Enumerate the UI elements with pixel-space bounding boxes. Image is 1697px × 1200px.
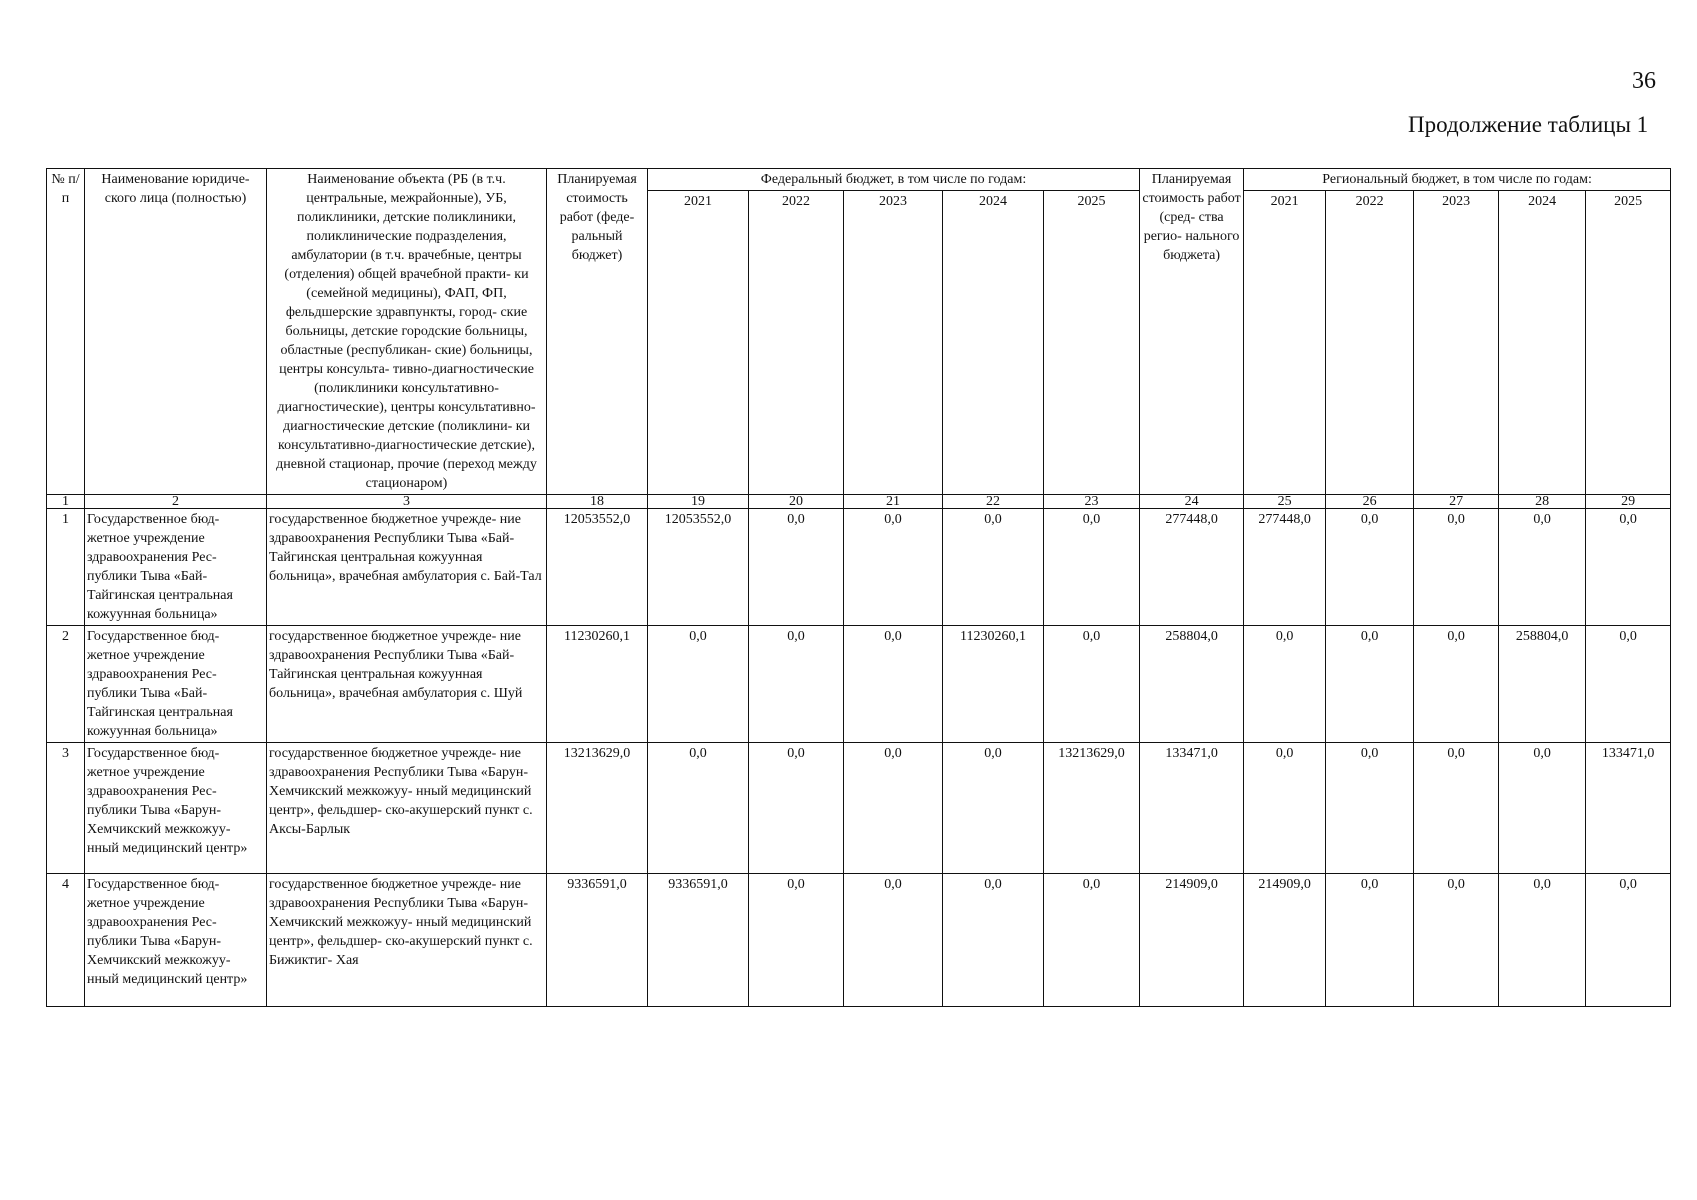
budget-table xyxy=(46,168,1671,1007)
regional-cost: 214909,0 xyxy=(1140,874,1244,1007)
header-regional-year: 2021 xyxy=(1244,191,1326,495)
regional-year-value: 0,0 xyxy=(1326,626,1414,743)
table-row xyxy=(47,509,1671,626)
regional-year-value: 214909,0 xyxy=(1244,874,1326,1007)
federal-year-value: 9336591,0 xyxy=(648,874,749,1007)
table-row xyxy=(47,743,1671,874)
legal-entity-name: Государственное бюд- жетное учреждение здравоохранения Рес- публики Тыва «Барун- Хемчикский межкожуу- нный медицинский центр» xyxy=(85,874,267,1007)
regional-cost: 277448,0 xyxy=(1140,509,1244,626)
header-regional-group: Региональный бюджет, в том числе по годам: xyxy=(1244,169,1671,191)
regional-year-value: 0,0 xyxy=(1586,626,1671,743)
column-number: 1 xyxy=(47,495,85,509)
regional-year-value: 0,0 xyxy=(1499,874,1586,1007)
header-federal-year: 2024 xyxy=(943,191,1044,495)
federal-year-value: 0,0 xyxy=(648,743,749,874)
federal-year-value: 0,0 xyxy=(648,626,749,743)
regional-year-value: 0,0 xyxy=(1414,743,1499,874)
regional-cost: 133471,0 xyxy=(1140,743,1244,874)
regional-year-value: 0,0 xyxy=(1244,626,1326,743)
regional-year-value: 0,0 xyxy=(1414,874,1499,1007)
header-federal-group: Федеральный бюджет, в том числе по годам: xyxy=(648,169,1140,191)
table-continuation-title: Продолжение таблицы 1 xyxy=(1408,112,1649,137)
regional-year-value: 0,0 xyxy=(1586,509,1671,626)
header-regional-year: 2024 xyxy=(1499,191,1586,495)
column-number: 2 xyxy=(85,495,267,509)
federal-year-value: 0,0 xyxy=(1044,509,1140,626)
legal-entity-name: Государственное бюд- жетное учреждение здравоохранения Рес- публики Тыва «Бай- Тайгинская центральная кожуунная больница» xyxy=(85,509,267,626)
regional-year-value: 0,0 xyxy=(1586,874,1671,1007)
regional-year-value: 0,0 xyxy=(1326,743,1414,874)
header-federal-year: 2023 xyxy=(844,191,943,495)
regional-year-value: 0,0 xyxy=(1414,626,1499,743)
row-number: 2 xyxy=(47,626,85,743)
object-name: государственное бюджетное учрежде- ние здравоохранения Республики Тыва «Барун-Хемчикский межкожуу- нный медицинский центр», фельдшер- ско-акушерский пункт с. Аксы-Барлык xyxy=(267,743,547,874)
federal-year-value: 0,0 xyxy=(943,743,1044,874)
federal-year-value: 0,0 xyxy=(749,509,844,626)
column-number: 22 xyxy=(943,495,1044,509)
header-federal-year: 2021 xyxy=(648,191,749,495)
column-number: 3 xyxy=(267,495,547,509)
column-number: 20 xyxy=(749,495,844,509)
regional-year-value: 258804,0 xyxy=(1499,626,1586,743)
regional-year-value: 0,0 xyxy=(1414,509,1499,626)
federal-year-value: 12053552,0 xyxy=(648,509,749,626)
table-row xyxy=(47,874,1671,1007)
column-number: 18 xyxy=(547,495,648,509)
header-federal-year: 2025 xyxy=(1044,191,1140,495)
regional-year-value: 0,0 xyxy=(1499,509,1586,626)
federal-year-value: 0,0 xyxy=(844,626,943,743)
header-num: № п/п xyxy=(47,169,85,495)
column-numbers-row xyxy=(47,495,1671,509)
regional-year-value: 0,0 xyxy=(1244,743,1326,874)
regional-year-value: 0,0 xyxy=(1326,509,1414,626)
column-number: 24 xyxy=(1140,495,1244,509)
column-number: 21 xyxy=(844,495,943,509)
federal-cost: 9336591,0 xyxy=(547,874,648,1007)
object-name: государственное бюджетное учрежде- ние здравоохранения Республики Тыва «Барун-Хемчикский межкожуу- нный медицинский центр», фельдшер- ско-акушерский пункт с. Бижиктиг- Хая xyxy=(267,874,547,1007)
federal-cost: 12053552,0 xyxy=(547,509,648,626)
column-number: 29 xyxy=(1586,495,1671,509)
federal-year-value: 0,0 xyxy=(749,626,844,743)
column-number: 19 xyxy=(648,495,749,509)
federal-year-value: 0,0 xyxy=(1044,874,1140,1007)
federal-cost: 11230260,1 xyxy=(547,626,648,743)
row-number: 1 xyxy=(47,509,85,626)
federal-year-value: 0,0 xyxy=(1044,626,1140,743)
regional-year-value: 277448,0 xyxy=(1244,509,1326,626)
column-number: 23 xyxy=(1044,495,1140,509)
page-number: 36 xyxy=(1632,68,1656,94)
header-regional-year: 2025 xyxy=(1586,191,1671,495)
legal-entity-name: Государственное бюд- жетное учреждение здравоохранения Рес- публики Тыва «Барун- Хемчикский межкожуу- нный медицинский центр» xyxy=(85,743,267,874)
regional-year-value: 133471,0 xyxy=(1586,743,1671,874)
federal-year-value: 0,0 xyxy=(749,874,844,1007)
object-name: государственное бюджетное учрежде- ние здравоохранения Республики Тыва «Бай-Тайгинская центральная кожуунная больница», врачебная амбулатория с. Шуй xyxy=(267,626,547,743)
federal-year-value: 0,0 xyxy=(749,743,844,874)
object-name: государственное бюджетное учрежде- ние здравоохранения Республики Тыва «Бай-Тайгинская центральная кожуунная больница», врачебная амбулатория с. Бай-Тал xyxy=(267,509,547,626)
header-legal-name: Наименование юридиче- ского лица (полностью) xyxy=(85,169,267,495)
federal-year-value: 13213629,0 xyxy=(1044,743,1140,874)
column-number: 28 xyxy=(1499,495,1586,509)
regional-cost: 258804,0 xyxy=(1140,626,1244,743)
regional-year-value: 0,0 xyxy=(1326,874,1414,1007)
column-number: 26 xyxy=(1326,495,1414,509)
column-number: 27 xyxy=(1414,495,1499,509)
header-row xyxy=(47,169,1671,191)
column-number: 25 xyxy=(1244,495,1326,509)
header-object-name: Наименование объекта (РБ (в т.ч. центральные, межрайонные), УБ, поликлиники, детские поликлиники, поликлинические подразделения, амбулатории (в т.ч. врачебные, центры (отделения) общей врачебной практи- ки (семейной медицины), ФАП, ФП, фельдшерские здравпункты, город- ские больницы, детские городские больницы, областные (республикан- ские) больницы, центры консульта- тивно-диагностические (поликлиники консультативно-диагностические), центры консультативно- диагностические детские (поликлини- ки консультативно-диагностические детские), дневной стационар, прочие (переход между стационаром) xyxy=(267,169,547,495)
regional-year-value: 0,0 xyxy=(1499,743,1586,874)
legal-entity-name: Государственное бюд- жетное учреждение здравоохранения Рес- публики Тыва «Бай- Тайгинская центральная кожуунная больница» xyxy=(85,626,267,743)
header-regional-cost: Планируемая стоимость работ (сред- ства регио- нального бюджета) xyxy=(1140,169,1244,495)
header-regional-year: 2022 xyxy=(1326,191,1414,495)
federal-year-value: 0,0 xyxy=(844,509,943,626)
federal-cost: 13213629,0 xyxy=(547,743,648,874)
header-federal-year: 2022 xyxy=(749,191,844,495)
federal-year-value: 11230260,1 xyxy=(943,626,1044,743)
table-row xyxy=(47,626,1671,743)
federal-year-value: 0,0 xyxy=(844,743,943,874)
row-number: 3 xyxy=(47,743,85,874)
header-federal-cost: Планируемая стоимость работ (феде- ральный бюджет) xyxy=(547,169,648,495)
federal-year-value: 0,0 xyxy=(943,509,1044,626)
header-regional-year: 2023 xyxy=(1414,191,1499,495)
federal-year-value: 0,0 xyxy=(943,874,1044,1007)
row-number: 4 xyxy=(47,874,85,1007)
federal-year-value: 0,0 xyxy=(844,874,943,1007)
